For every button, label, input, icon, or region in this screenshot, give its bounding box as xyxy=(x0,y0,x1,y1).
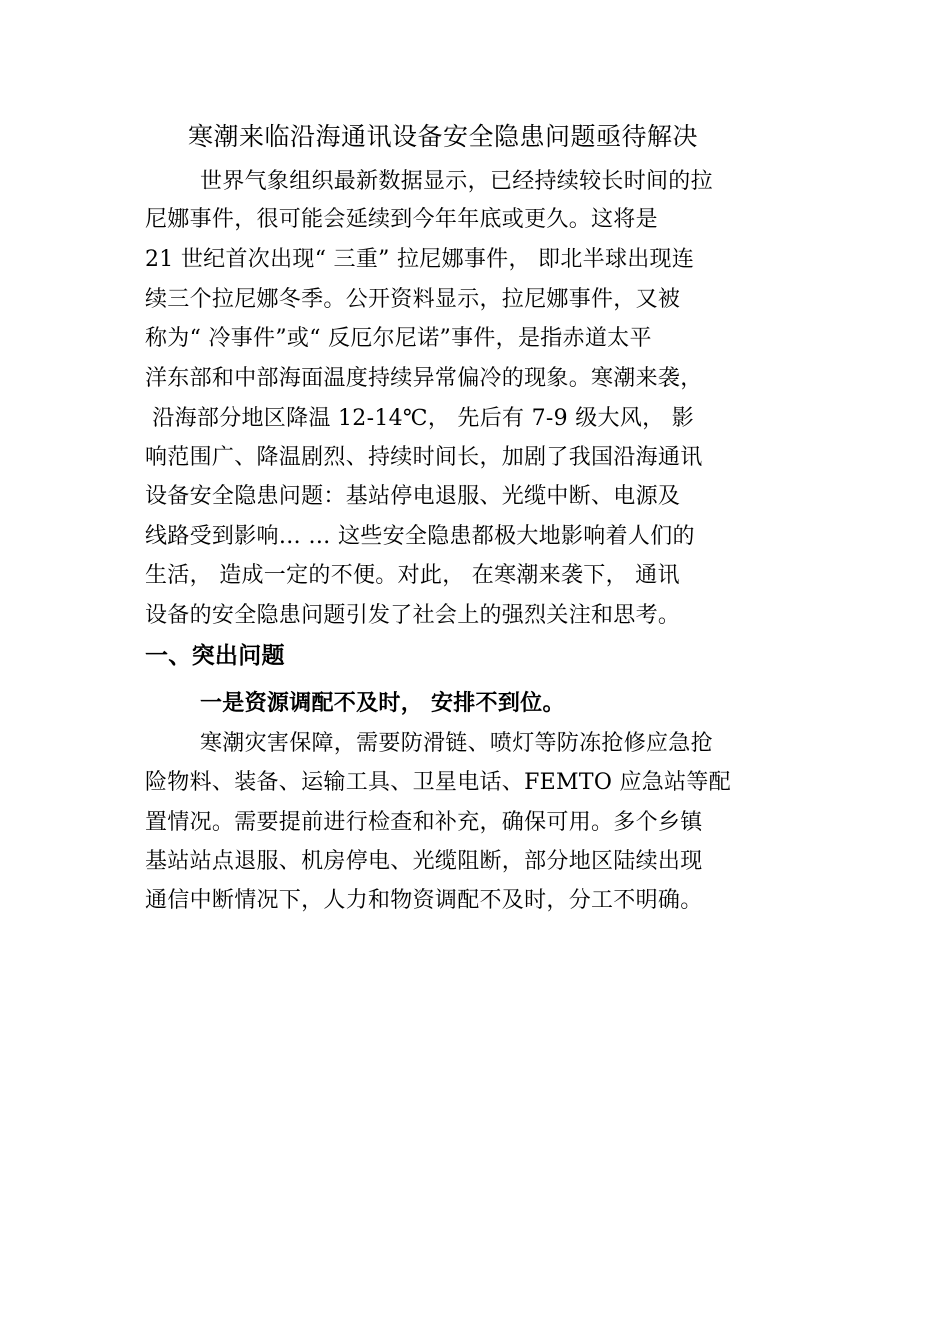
paragraph-line: 21 世纪首次出现“ 三重” 拉尼娜事件， 即北半球出现连 xyxy=(145,247,695,272)
paragraph-line: 基站站点退服、机房停电、光缆阻断，部分地区陆续出现 xyxy=(145,849,703,874)
paragraph-line: 生活， 造成一定的不便。对此， 在寒潮来袭下， 通讯 xyxy=(145,563,680,588)
subsection-heading: 一是资源调配不及时， 安排不到位。 xyxy=(200,691,565,716)
paragraph-line: 置情况。需要提前进行检查和补充，确保可用。多个乡镇 xyxy=(145,810,703,835)
paragraph-line: 响范围广、降温剧烈、持续时间长，加剧了我国沿海通讯 xyxy=(145,445,703,470)
paragraph-line: 线路受到影响… … 这些安全隐患都极大地影响着人们的 xyxy=(145,524,695,549)
paragraph-line: 世界气象组织最新数据显示，已经持续较长时间的拉 xyxy=(200,169,713,194)
paragraph-line: 续三个拉尼娜冬季。公开资料显示，拉尼娜事件，又被 xyxy=(145,287,681,312)
paragraph-line: 洋东部和中部海面温度持续异常偏冷的现象。寒潮来袭， xyxy=(145,366,703,391)
paragraph-line: 尼娜事件，很可能会延续到今年年底或更久。这将是 xyxy=(145,207,658,232)
paragraph-line: 寒潮灾害保障，需要防滑链、喷灯等防冻抢修应急抢 xyxy=(200,731,713,756)
paragraph-line: 通信中断情况下，人力和物资调配不及时，分工不明确。 xyxy=(145,888,703,913)
paragraph-line: 沿海部分地区降温 12-14℃， 先后有 7-9 级大风， 影 xyxy=(145,406,695,431)
document-title: 寒潮来临沿海通讯设备安全隐患问题亟待解决 xyxy=(188,122,699,151)
paragraph-line: 称为“ 冷事件”或“ 反厄尔尼诺”事件，是指赤道太平 xyxy=(145,326,652,351)
section-heading: 一、突出问题 xyxy=(145,643,285,669)
paragraph-line: 险物料、装备、运输工具、卫星电话、FEMTO 应急站等配 xyxy=(145,770,731,795)
paragraph-line: 设备安全隐患问题：基站停电退服、光缆中断、电源及 xyxy=(145,484,681,509)
paragraph-line: 设备的安全隐患问题引发了社会上的强烈关注和思考。 xyxy=(145,603,681,628)
